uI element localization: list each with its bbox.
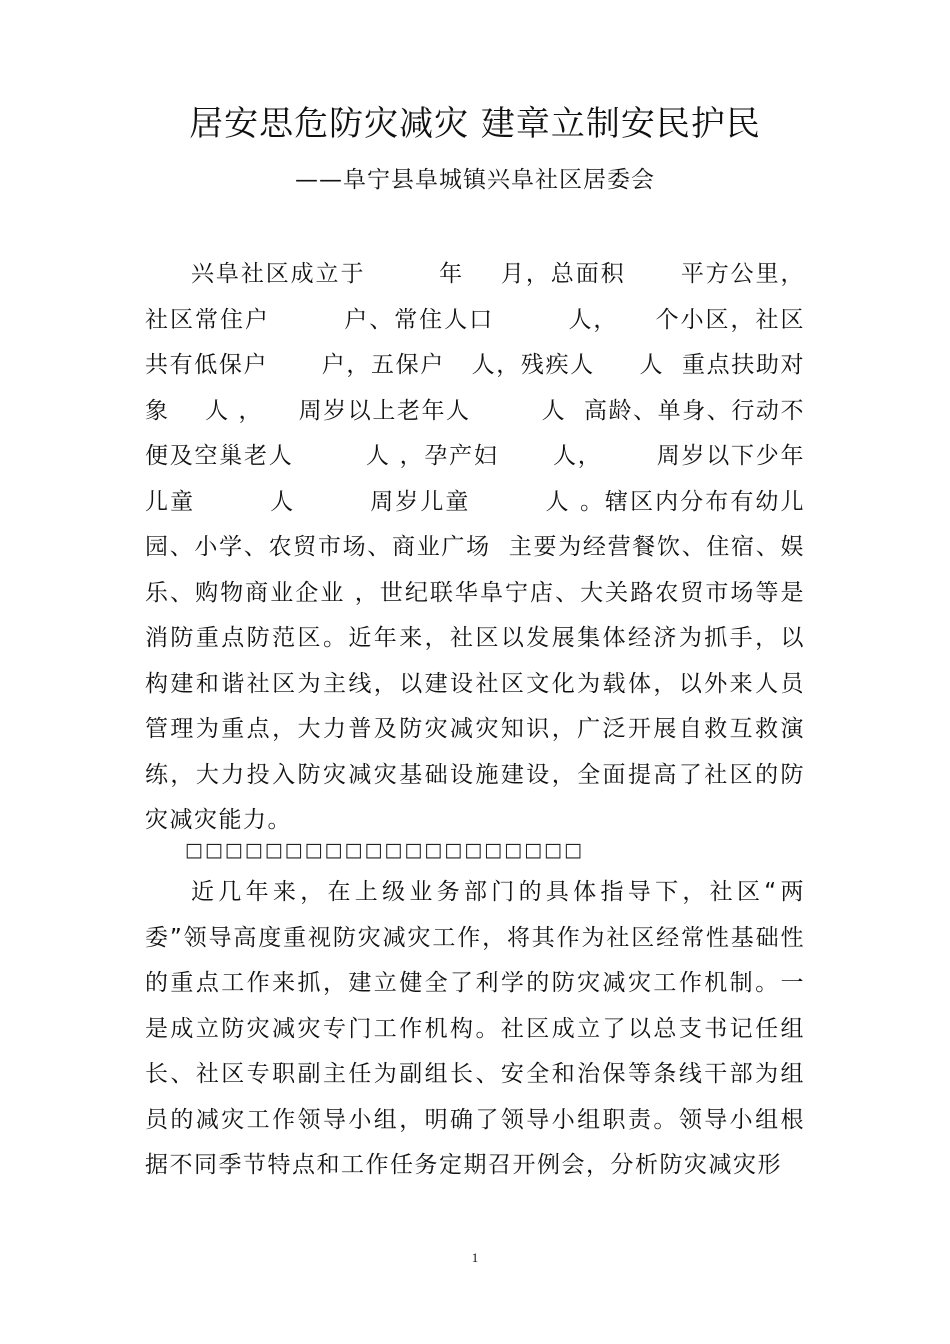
document-subtitle: ——阜宁县阜城镇兴阜社区居委会	[295, 167, 655, 193]
paragraph-work-mechanism: 近几年来，在上级业务部门的具体指导下，社区“两委”领导高度重视防灾减灾工作，将其作为社区经常性基础性的重点工作来抓，建立健全了利学的防灾减灾工作机制。一是成立防灾减灾专门工作机构。社区成立了以总支书记任组长、社区专职副主任为副组长、安全和治保等条线干部为组员的减灾工作领导小组，明确了领导小组职责。领导小组根据不同季节特点和工作任务定期召开例会，分析防灾减灾形	[145, 879, 805, 1178]
paragraph-community-overview: 兴阜社区成立于 年 月，总面积 平方公里，社区常住户 户、常住人口 人， 个小区，社区共有低保户 户，五保户 人，残疾人 人 重点扶助对象 人 ， 周岁以上老年人 人 高龄、单身、行动不便及空巢老人 人 ，孕产妇 人， 周岁以下少年儿童 人 周岁儿童 人 。辖区内分布有幼儿园、小学、农贸市场、商业广场 主要为经营餐饮、住宿、娱乐、购物商业企业 ，世纪联华阜宁店、大关路农贸市场等是消防重点防范区。近年来，社区以发展集体经济为抓手，以构建和谐社区为主线，以建设社区文化为载体，以外来人员管理为重点，大力普及防灾减灾知识，广泛开展自救互救演练，大力投入防灾减灾基础设施建设，全面提高了社区的防灾减灾能力。	[145, 261, 805, 833]
page-number: 1	[471, 1250, 479, 1265]
paragraph-section-heading: □□□□□□□□□□□□□□□□□□□□	[184, 839, 584, 861]
document-title: 居安思危防灾减灾 建章立制安民护民	[189, 104, 761, 144]
